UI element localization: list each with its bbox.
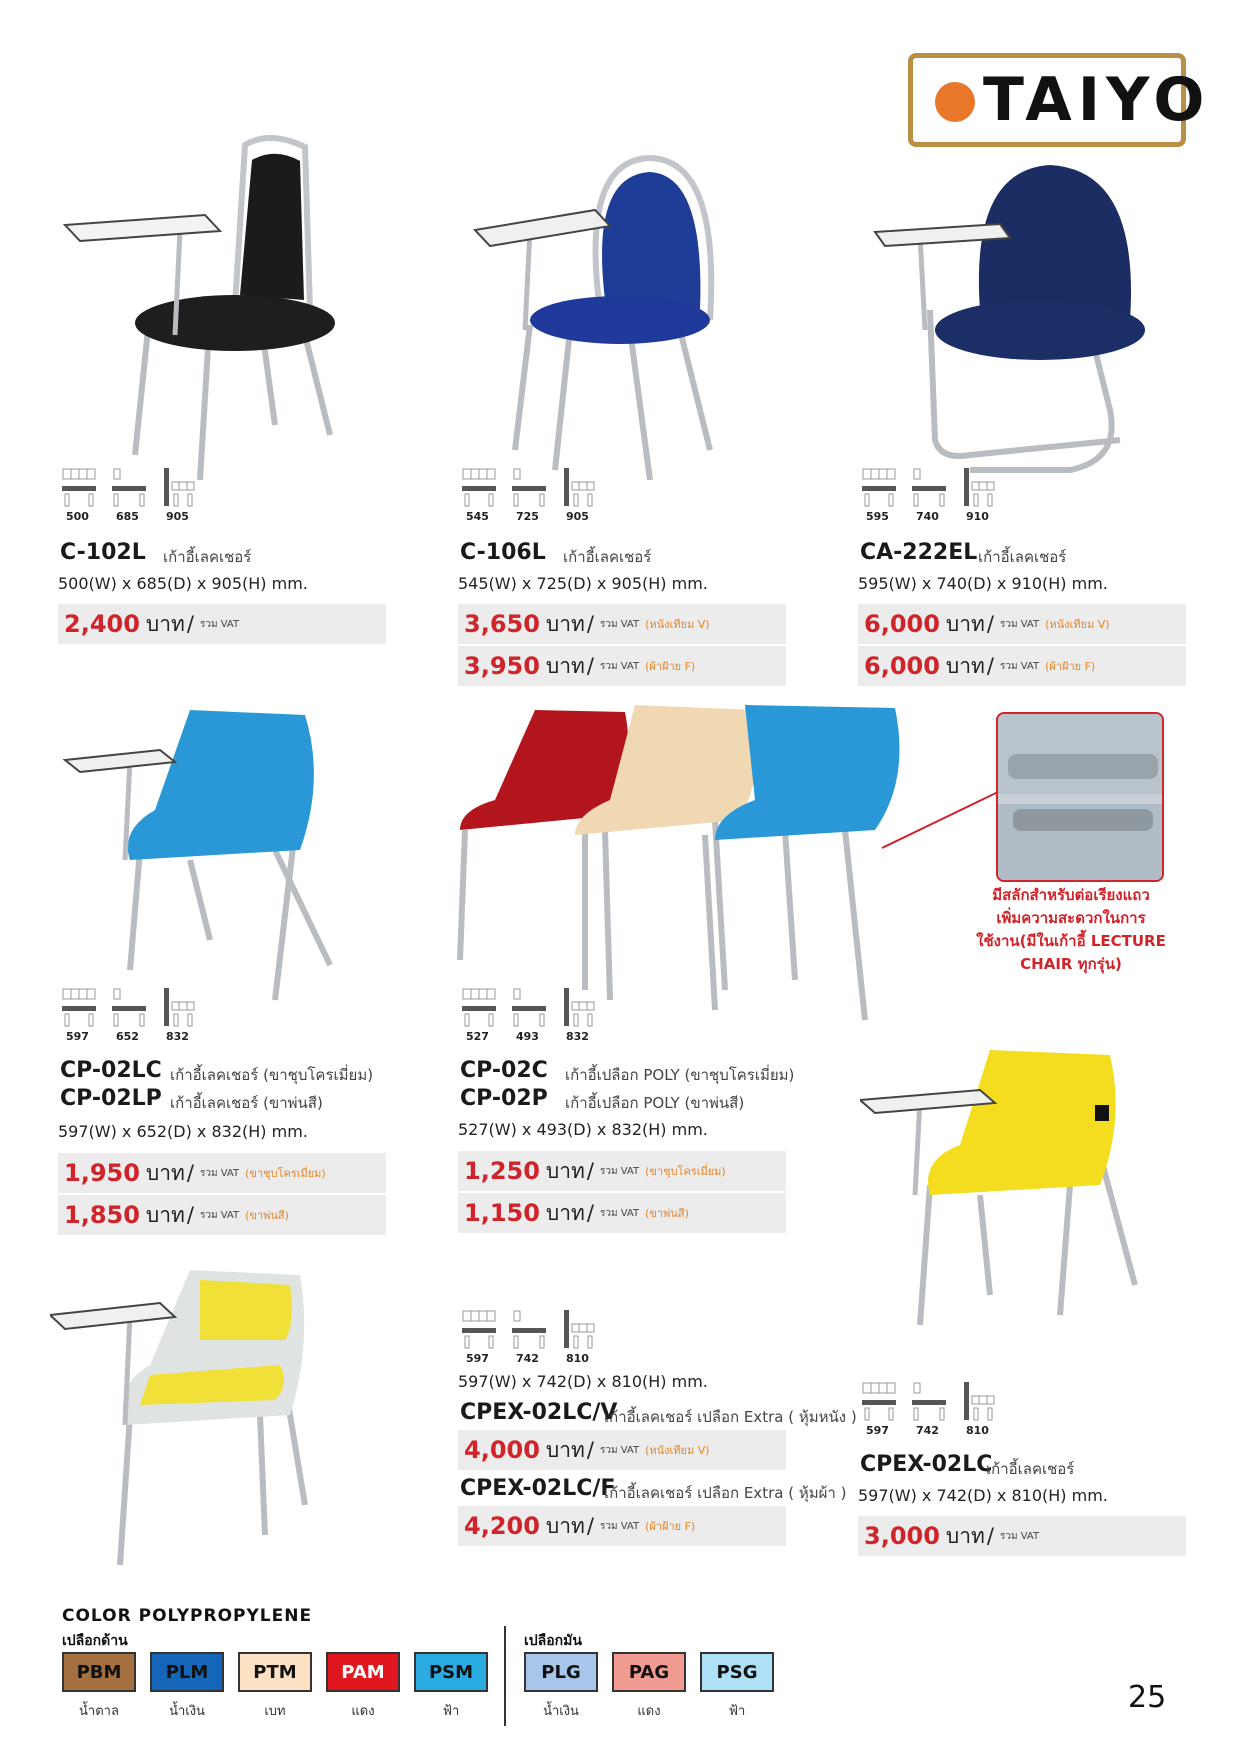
- height-value: 905: [166, 510, 189, 523]
- swatch-label-psm: ฟ้า: [442, 1704, 460, 1719]
- price-amount: 4,200: [464, 1512, 540, 1540]
- swatch-pbm: PBM: [62, 1652, 136, 1692]
- swatch-pam: PAM: [326, 1652, 400, 1692]
- vat-label: รวม VAT: [599, 618, 640, 630]
- width-dimension-icon: [862, 1382, 896, 1426]
- height-dimension-icon: [962, 468, 996, 512]
- price-amount: 1,250: [464, 1157, 540, 1185]
- swatch-plm: PLM: [150, 1652, 224, 1692]
- chair-image-c102l: [60, 135, 360, 485]
- model-cpex02lcf: CPEX-02LC/F: [460, 1476, 616, 1501]
- price-note: (ขาพ่นสี): [645, 1207, 689, 1220]
- depth-dimension-icon: [912, 468, 946, 512]
- height-dimension-icon: [562, 1310, 596, 1354]
- height-value: 810: [566, 1352, 589, 1365]
- height-dimension-icon: [162, 468, 196, 512]
- vat-label: รวม VAT: [199, 1167, 240, 1179]
- height-dimension-icon: [562, 468, 596, 512]
- vat-label: รวม VAT: [999, 618, 1040, 630]
- size-cpex02lc: 597(W) x 742(D) x 810(H) mm.: [858, 1486, 1108, 1505]
- size-c106l: 545(W) x 725(D) x 905(H) mm.: [458, 574, 708, 593]
- height-value: 832: [166, 1030, 189, 1043]
- price-note: (ขาพ่นสี): [245, 1209, 289, 1222]
- width-dimension-icon: [62, 988, 96, 1032]
- price-note: (ผ้าฝ้าย F): [645, 660, 696, 673]
- price-ca222el-2: [858, 646, 1186, 686]
- price-separator: /: [986, 612, 994, 636]
- price-separator: /: [586, 1514, 594, 1538]
- height-dimension-icon: [162, 988, 196, 1032]
- chair-image-cpex02lc: [860, 1045, 1140, 1335]
- price-amount: 1,150: [464, 1199, 540, 1227]
- size-cpex02lcvf: 597(W) x 742(D) x 810(H) mm.: [458, 1372, 708, 1391]
- currency-label: บาท: [945, 611, 985, 636]
- vat-label: รวม VAT: [199, 1209, 240, 1221]
- currency-label: บาท: [545, 1437, 585, 1462]
- height-value: 905: [566, 510, 589, 523]
- desc-cpex02lc: เก้าอี้เลคเชอร์: [986, 1460, 1075, 1478]
- dims-ca222el: [862, 468, 1022, 524]
- model-cp02lc: CP-02LC: [60, 1058, 162, 1083]
- height-value: 910: [966, 510, 989, 523]
- price-amount: 1,850: [64, 1201, 140, 1229]
- price-separator: /: [186, 1161, 194, 1185]
- size-c102l: 500(W) x 685(D) x 905(H) mm.: [58, 574, 308, 593]
- swatch-label-psg: ฟ้า: [728, 1704, 746, 1719]
- depth-value: 725: [516, 510, 539, 523]
- dims-cp02c: [462, 988, 622, 1044]
- price-note: (ขาชุบโครเมี่ยม): [245, 1167, 326, 1180]
- desc-ca222el: เก้าอี้เลคเชอร์: [978, 548, 1067, 566]
- swatch-psg: PSG: [700, 1652, 774, 1692]
- price-cpex02lcv: [458, 1430, 786, 1470]
- price-amount: 3,000: [864, 1522, 940, 1550]
- depth-value: 742: [916, 1424, 939, 1437]
- price-cp02c-1: [458, 1151, 786, 1191]
- price-amount: 2,400: [64, 610, 140, 638]
- model-ca222el: CA-222EL: [860, 540, 978, 565]
- currency-label: บาท: [945, 1523, 985, 1548]
- width-dimension-icon: [862, 468, 896, 512]
- price-separator: /: [586, 1201, 594, 1225]
- dims-cpex02lc: [862, 1382, 1022, 1438]
- price-note: (หนังเทียม V): [645, 618, 710, 631]
- vat-label: รวม VAT: [599, 660, 640, 672]
- depth-value: 652: [116, 1030, 139, 1043]
- price-amount: 3,950: [464, 652, 540, 680]
- desc-c102l: เก้าอี้เลคเชอร์: [163, 548, 252, 566]
- divider: [504, 1626, 506, 1726]
- desc-cp02lp: เก้าอี้เลคเชอร์ (ขาพ่นสี): [170, 1094, 323, 1112]
- price-note: (ผ้าฝ้าย F): [645, 1520, 696, 1533]
- vat-label: รวม VAT: [999, 660, 1040, 672]
- desc-cp02c: เก้าอี้เปลือก POLY (ขาชุบโครเมี่ยม): [565, 1066, 795, 1084]
- depth-value: 742: [516, 1352, 539, 1365]
- price-amount: 1,950: [64, 1159, 140, 1187]
- swatch-psm: PSM: [414, 1652, 488, 1692]
- currency-label: บาท: [545, 611, 585, 636]
- callout-text: มีสลักสำหรับต่อเรียงแถว เพิ่มความสะดวกในการ ใช้งาน(มีในเก้าอี้ LECTURE CHAIR ทุกรุ่น): [976, 886, 1166, 973]
- size-cp02c: 527(W) x 493(D) x 832(H) mm.: [458, 1120, 708, 1139]
- depth-value: 493: [516, 1030, 539, 1043]
- model-cpex02lc: CPEX-02LC: [860, 1452, 993, 1477]
- currency-label: บาท: [545, 1513, 585, 1538]
- dims-c106l: [462, 468, 622, 524]
- dims-c102l: [62, 468, 222, 524]
- depth-dimension-icon: [112, 468, 146, 512]
- depth-dimension-icon: [512, 1310, 546, 1354]
- swatch-plg: PLG: [524, 1652, 598, 1692]
- width-dimension-icon: [62, 468, 96, 512]
- vat-label: รวม VAT: [599, 1444, 640, 1456]
- desc-cp02p: เก้าอี้เปลือก POLY (ขาพ่นสี): [565, 1094, 745, 1112]
- chair-image-cpex02lcvf: [50, 1265, 330, 1585]
- width-value: 597: [66, 1030, 89, 1043]
- currency-label: บาท: [145, 1160, 185, 1185]
- size-ca222el: 595(W) x 740(D) x 910(H) mm.: [858, 574, 1108, 593]
- depth-dimension-icon: [112, 988, 146, 1032]
- width-value: 597: [466, 1352, 489, 1365]
- width-dimension-icon: [462, 988, 496, 1032]
- swatch-label-plg: น้ำเงิน: [543, 1704, 579, 1719]
- model-cpex02lcv: CPEX-02LC/V: [460, 1400, 618, 1425]
- currency-label: บาท: [945, 653, 985, 678]
- shell-matte-label: เปลือกด้าน: [62, 1633, 128, 1649]
- swatch-label-pbm: น้ำตาล: [79, 1704, 119, 1719]
- price-amount: 6,000: [864, 610, 940, 638]
- price-note: (ผ้าฝ้าย F): [1045, 660, 1096, 673]
- price-note: (หนังเทียม V): [1045, 618, 1110, 631]
- logo-dot-icon: [935, 82, 975, 122]
- width-value: 595: [866, 510, 889, 523]
- price-c106l-1: [458, 604, 786, 644]
- desc-cpex02lcf: เก้าอี้เลคเชอร์ เปลือก Extra ( หุ้มผ้า ): [604, 1484, 847, 1502]
- model-cp02c: CP-02C: [460, 1058, 548, 1083]
- price-note: (หนังเทียม V): [645, 1444, 710, 1457]
- price-separator: /: [986, 1524, 994, 1548]
- price-cp02lc-2: [58, 1195, 386, 1235]
- link-pin-photo: [996, 712, 1164, 882]
- price-separator: /: [186, 1203, 194, 1227]
- price-amount: 4,000: [464, 1436, 540, 1464]
- width-value: 545: [466, 510, 489, 523]
- dims-cp02lc: [62, 988, 222, 1044]
- desc-cpex02lcv: เก้าอี้เลคเชอร์ เปลือก Extra ( หุ้มหนัง ): [604, 1408, 857, 1426]
- swatch-pag: PAG: [612, 1652, 686, 1692]
- swatch-label-ptm: เบท: [264, 1704, 286, 1719]
- vat-label: รวม VAT: [199, 618, 240, 630]
- shell-gloss-label: เปลือกมัน: [524, 1633, 582, 1649]
- width-value: 527: [466, 1030, 489, 1043]
- price-cpex02lcf: [458, 1506, 786, 1546]
- price-separator: /: [586, 612, 594, 636]
- width-value: 500: [66, 510, 89, 523]
- brand-name: TAIYO: [983, 65, 1211, 135]
- width-dimension-icon: [462, 1310, 496, 1354]
- price-separator: /: [986, 654, 994, 678]
- price-separator: /: [586, 654, 594, 678]
- depth-dimension-icon: [912, 1382, 946, 1426]
- model-cp02lp: CP-02LP: [60, 1086, 162, 1111]
- price-cp02lc-1: [58, 1153, 386, 1193]
- price-c102l-1: [58, 604, 386, 644]
- width-dimension-icon: [462, 468, 496, 512]
- vat-label: รวม VAT: [599, 1207, 640, 1219]
- vat-label: รวม VAT: [599, 1165, 640, 1177]
- price-note: (ขาชุบโครเมี่ยม): [645, 1165, 726, 1178]
- price-amount: 6,000: [864, 652, 940, 680]
- currency-label: บาท: [145, 611, 185, 636]
- swatch-label-pam: แดง: [351, 1704, 375, 1719]
- price-ca222el-1: [858, 604, 1186, 644]
- price-c106l-2: [458, 646, 786, 686]
- swatch-label-pag: แดง: [637, 1704, 661, 1719]
- price-separator: /: [186, 612, 194, 636]
- currency-label: บาท: [545, 653, 585, 678]
- taiyo-logo: [908, 53, 1211, 147]
- vat-label: รวม VAT: [999, 1530, 1040, 1542]
- depth-dimension-icon: [512, 468, 546, 512]
- currency-label: บาท: [545, 1200, 585, 1225]
- chair-image-c106l: [470, 150, 730, 480]
- price-amount: 3,650: [464, 610, 540, 638]
- swatch-ptm: PTM: [238, 1652, 312, 1692]
- price-cpex02lc: [858, 1516, 1186, 1556]
- callout-pointer: [880, 790, 1000, 850]
- color-section-title: COLOR POLYPROPYLENE: [62, 1606, 313, 1626]
- height-value: 832: [566, 1030, 589, 1043]
- price-separator: /: [586, 1438, 594, 1462]
- width-value: 597: [866, 1424, 889, 1437]
- desc-c106l: เก้าอี้เลคเชอร์: [563, 548, 652, 566]
- chair-image-cp02c: [455, 700, 945, 1030]
- currency-label: บาท: [145, 1202, 185, 1227]
- price-separator: /: [586, 1159, 594, 1183]
- vat-label: รวม VAT: [599, 1520, 640, 1532]
- swatch-label-plm: น้ำเงิน: [169, 1704, 205, 1719]
- desc-cp02lc: เก้าอี้เลคเชอร์ (ขาชุบโครเมี่ยม): [170, 1066, 374, 1084]
- model-cp02p: CP-02P: [460, 1086, 548, 1111]
- chair-image-cp02lc: [60, 710, 350, 1010]
- price-cp02c-2: [458, 1193, 786, 1233]
- model-c106l: C-106L: [460, 540, 546, 565]
- dims-cpex02lcvf: [462, 1310, 622, 1366]
- depth-dimension-icon: [512, 988, 546, 1032]
- model-c102l: C-102L: [60, 540, 146, 565]
- chair-image-ca222el: [870, 160, 1160, 480]
- page-number: 25: [1128, 1680, 1167, 1715]
- depth-value: 685: [116, 510, 139, 523]
- height-value: 810: [966, 1424, 989, 1437]
- height-dimension-icon: [562, 988, 596, 1032]
- size-cp02lc: 597(W) x 652(D) x 832(H) mm.: [58, 1122, 308, 1141]
- height-dimension-icon: [962, 1382, 996, 1426]
- depth-value: 740: [916, 510, 939, 523]
- currency-label: บาท: [545, 1158, 585, 1183]
